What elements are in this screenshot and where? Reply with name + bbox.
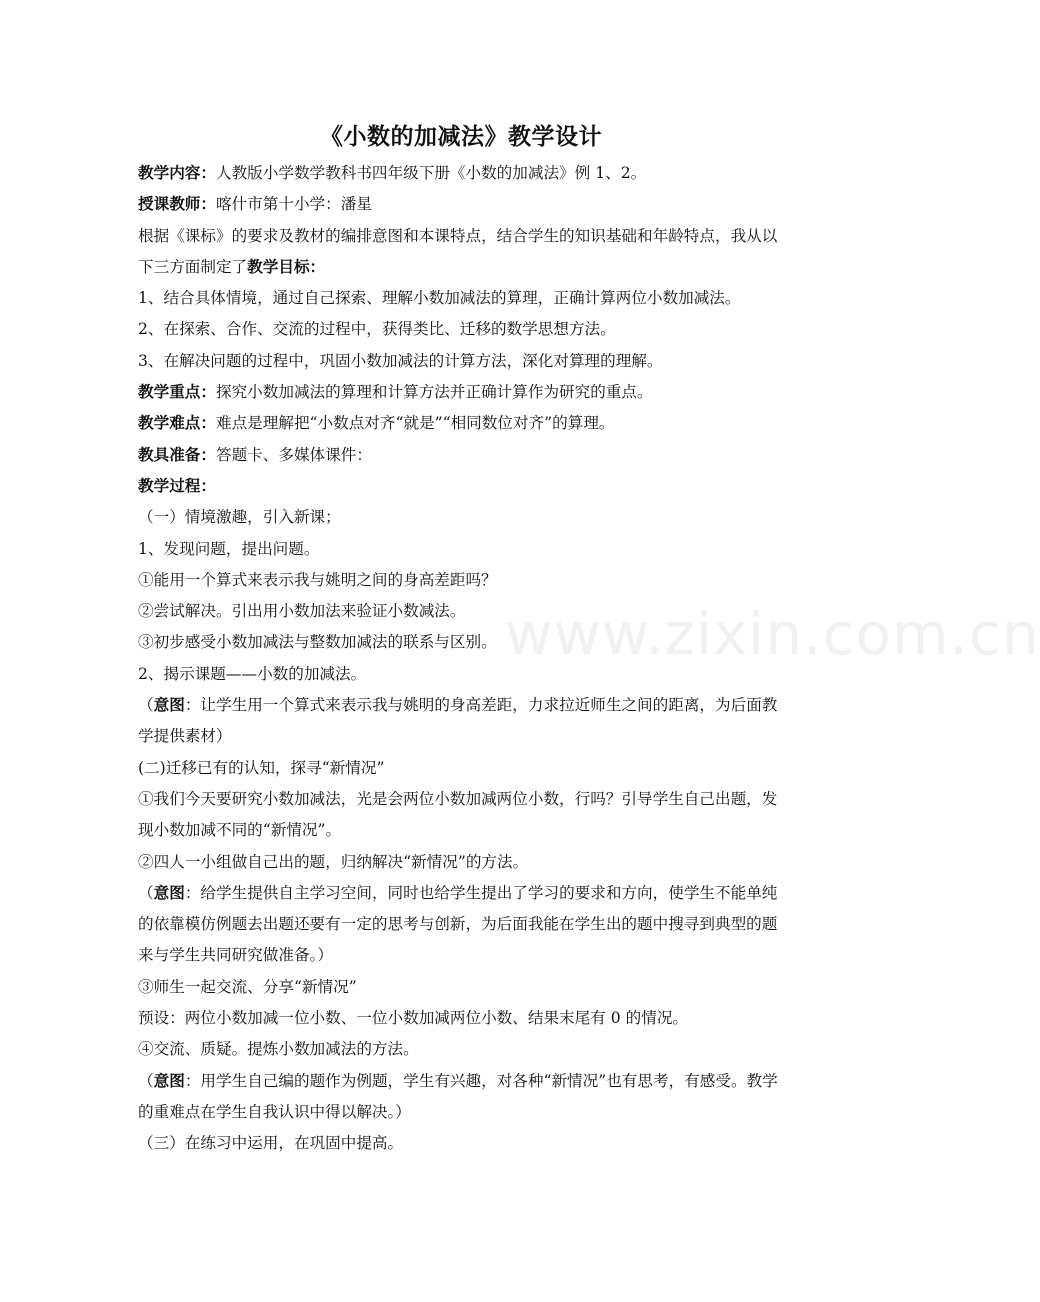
section1-heading: （一）情境激趣，引入新课； xyxy=(138,508,341,527)
content-line xyxy=(138,158,784,189)
difficulty-text: 难点是理解把“小数点对齐“就是”“相同数位对齐”的算理。 xyxy=(215,414,615,433)
tools-label: 教具准备： xyxy=(138,445,216,464)
goal-item: 3、在解决问题的过程中，巩固小数加减法的计算方法，深化对算理的理解。 xyxy=(138,351,663,370)
section2-item: ④交流、质疑。提炼小数加减法的方法。 xyxy=(138,1040,419,1059)
intent-label: 意图 xyxy=(153,883,185,902)
intent-text: 让学生用一个算式来表示我与姚明的身高差距，力求拉近师生之间的距离，为后面教学提供素材） xyxy=(138,696,778,746)
goal-item: 1、结合具体情境，通过自己探索、理解小数加减法的算理，正确计算两位小数加减法。 xyxy=(138,289,741,308)
tools-text: 答题卡、多媒体课件： xyxy=(215,445,372,464)
difficulty-label: 教学难点： xyxy=(138,414,216,433)
intro-paragraph xyxy=(138,221,784,284)
section2-item: ③师生一起交流、分享“新情况” xyxy=(138,977,357,996)
section2-intent: （意图：给学生提供自主学习空间，同时也给学生提出了学习的要求和方向，使学生不能单纯的依靠模仿例题去出题还要有一定的思考与创新，为后面我能在学生出的题中搜寻到典型的题来与学生共同研究做准备。） xyxy=(138,883,778,965)
section2-intent: （意图：用学生自己编的题作为例题，学生有兴趣，对各种“新情况”也有思考，有感受。教学的重难点在学生自我认识中得以解决。） xyxy=(138,1071,778,1121)
section1-item: ②尝试解决。引出用小数加法来验证小数减法。 xyxy=(138,602,466,621)
section3-heading: （三）在练习中运用，在巩固中提高。 xyxy=(138,1134,404,1153)
section2-item: ①我们今天要研究小数加减法，光是会两位小数加减两位小数，行吗？引导学生自己出题，发现小数加减不同的“新情况”。 xyxy=(138,789,778,840)
goals-label: 教学目标： xyxy=(247,257,326,276)
intent-text: 给学生提供自主学习空间，同时也给学生提出了学习的要求和方向，使学生不能单纯的依靠模仿例题去出题还要有一定的思考与创新，为后面我能在学生出的题中搜寻到典型的题来与学生共同研究做准备。） xyxy=(138,883,778,965)
key-point-line xyxy=(138,377,784,408)
goal-item: 2、在探索、合作、交流的过程中，获得类比、迁移的数学思想方法。 xyxy=(138,320,616,339)
section1-step1: 1、发现问题，提出问题。 xyxy=(138,539,320,558)
key-label: 教学重点： xyxy=(138,383,216,402)
teacher-text: 喀什市第十小学：潘星 xyxy=(215,195,372,214)
section2-preset: 预设：两位小数加减一位小数、一位小数加减两位小数、结果末尾有 0 的情况。 xyxy=(138,1009,689,1028)
intent-label: 意图 xyxy=(153,1071,185,1090)
process-label: 教学过程： xyxy=(138,476,216,495)
key-text: 探究小数加减法的算理和计算方法并正确计算作为研究的重点。 xyxy=(215,383,653,402)
section2-heading: (二)迁移已有的认知，探寻“新情况” xyxy=(138,758,385,777)
intent-text: 用学生自己编的题作为例题，学生有兴趣，对各种“新情况”也有思考，有感受。教学的重难点在学生自我认识中得以解决。） xyxy=(138,1071,778,1121)
teacher-line xyxy=(138,189,784,220)
tools-line xyxy=(138,440,784,471)
difficulty-line xyxy=(138,408,784,439)
section1-item: ③初步感受小数加减法与整数加减法的联系与区别。 xyxy=(138,633,497,652)
content-text: 人教版小学数学教科书四年级下册《小数的加减法》例 1、2。 xyxy=(215,164,647,182)
section1-step2: 2、揭示课题——小数的加减法。 xyxy=(138,664,367,683)
teacher-label: 授课教师： xyxy=(138,195,216,214)
document-title: 《小数的加减法》教学设计 xyxy=(320,124,602,150)
section1-intent: （意图：让学生用一个算式来表示我与姚明的身高差距，力求拉近师生之间的距离，为后面教学提供素材） xyxy=(138,696,778,746)
content-label: 教学内容： xyxy=(138,164,216,182)
section1-item: ①能用一个算式来表示我与姚明之间的身高差距吗？ xyxy=(138,570,497,589)
intent-label: 意图 xyxy=(153,696,185,715)
section2-item: ②四人一小组做自己出的题，归纳解决“新情况”的方法。 xyxy=(138,852,529,871)
watermark: www.zixin.com.cn xyxy=(505,600,1040,668)
intro-text: 根据《课标》的要求及教材的编排意图和本课特点，结合学生的知识基础和年龄特点，我从以下三方面制定了 xyxy=(138,226,778,276)
